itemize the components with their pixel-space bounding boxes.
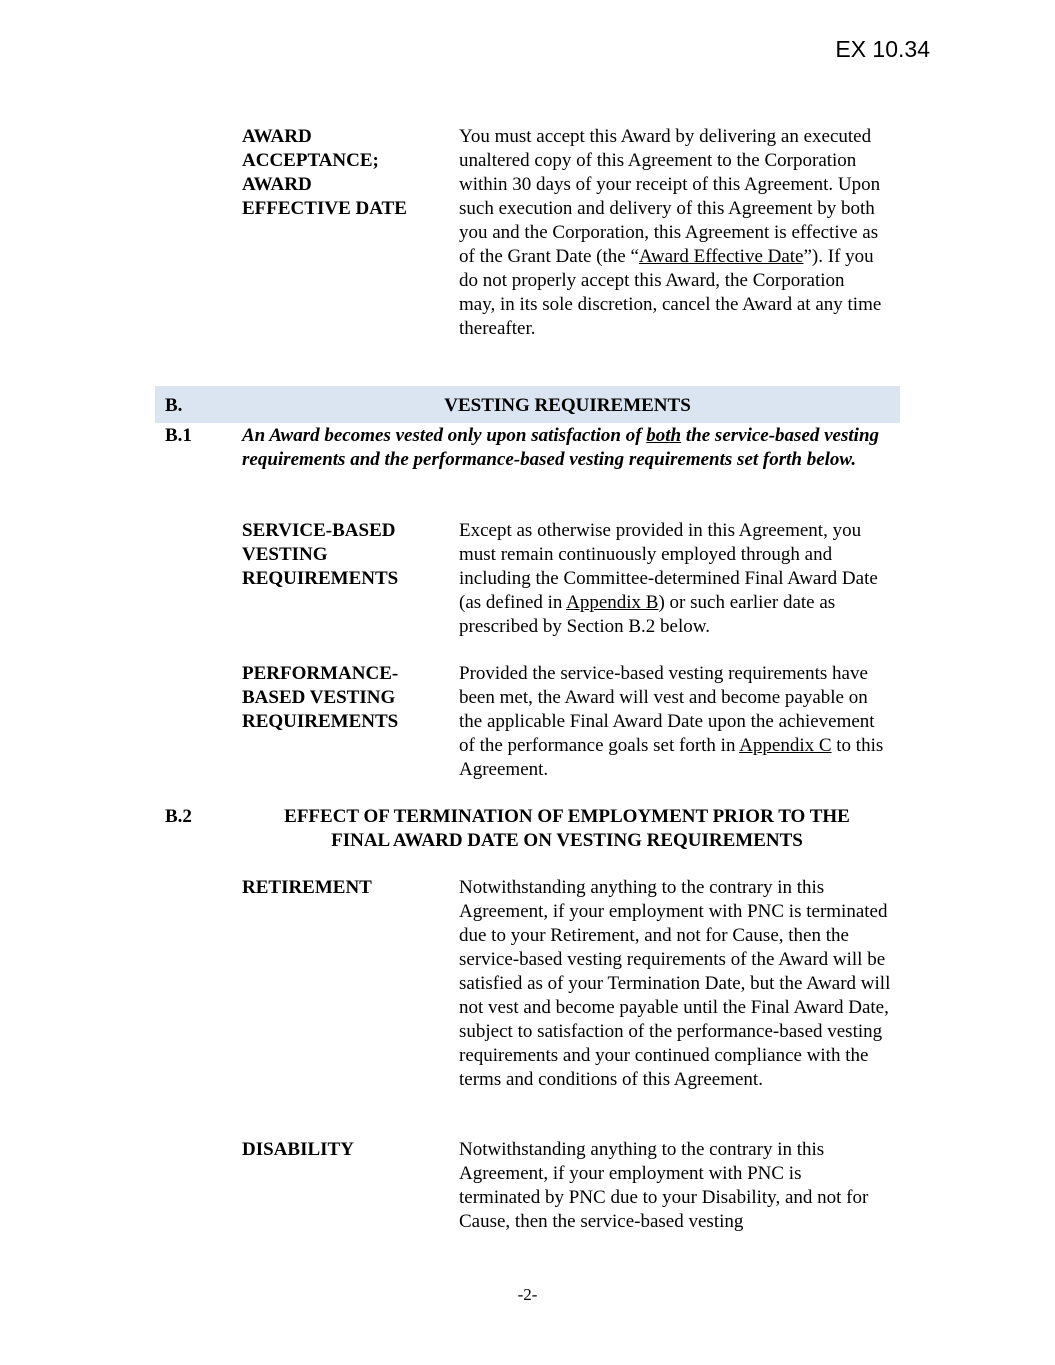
- exhibit-number: EX 10.34: [835, 36, 930, 62]
- service-based-text: Except as otherwise provided in this Agreement, you must remain continuously employed through and including the Committee-determined Final Award Date (as defined in Appendix B) or such earlier date as prescribed by Section B.2 below.: [459, 520, 878, 637]
- performance-based-label: PERFORMANCE- BASED VESTING REQUIREMENTS: [242, 663, 399, 732]
- b2-title: EFFECT OF TERMINATION OF EMPLOYMENT PRIOR TO THE FINAL AWARD DATE ON VESTING REQUIREMENTS: [284, 806, 850, 851]
- award-acceptance-text: You must accept this Award by delivering an executed unaltered copy of this Agreement to the Corporation within 30 days of your receipt of this Agreement. Upon such execution and delivery of this Agreement by both you and the Corporation, this Agreement is effective as of the Grant Date (the “Award Effective Date”). If you do not properly accept this Award, the Corporation may, in its sole discretion, cancel the Award at any time thereafter.: [459, 126, 882, 339]
- section-b-banner: [155, 386, 900, 423]
- b1-intro: An Award becomes vested only upon satisfaction of both the service-based vesting requirements and the performance-based vesting requirements set forth below.: [242, 425, 880, 470]
- retirement-label: RETIREMENT: [242, 877, 372, 898]
- page-number: -2-: [517, 1285, 538, 1304]
- performance-based-text: Provided the service-based vesting requirements have been met, the Award will vest and become payable on the applicable Final Award Date upon the achievement of the performance goals set forth in Appendix C to this Agreement.: [459, 663, 884, 780]
- retirement-text: Notwithstanding anything to the contrary in this Agreement, if your employment with PNC is terminated due to your Retirement, and not for Cause, then the service-based vesting requirements of the Award will be satisfied as of your Termination Date, but the Award will not vest and become payable until the Final Award Date, subject to satisfaction of the performance-based vesting requirements and your continued compliance with the terms and conditions of this Agreement.: [459, 877, 891, 1090]
- b1-code: B.1: [165, 425, 192, 446]
- appendix-c-link: Appendix C: [739, 735, 832, 756]
- disability-label: DISABILITY: [242, 1139, 354, 1160]
- disability-text: Notwithstanding anything to the contrary in this Agreement, if your employment with PNC is terminated by PNC due to your Disability, and not for Cause, then the service-based vesting: [459, 1139, 869, 1232]
- award-acceptance-label: AWARD ACCEPTANCE; AWARD EFFECTIVE DATE: [242, 126, 407, 219]
- service-based-label: SERVICE-BASED VESTING REQUIREMENTS: [242, 520, 399, 589]
- award-effective-date-term: Award Effective Date: [638, 246, 804, 267]
- section-b-title: VESTING REQUIREMENTS: [444, 395, 691, 416]
- appendix-b-link: Appendix B: [566, 592, 659, 613]
- section-b-code: B.: [165, 395, 183, 416]
- b2-code: B.2: [165, 806, 192, 827]
